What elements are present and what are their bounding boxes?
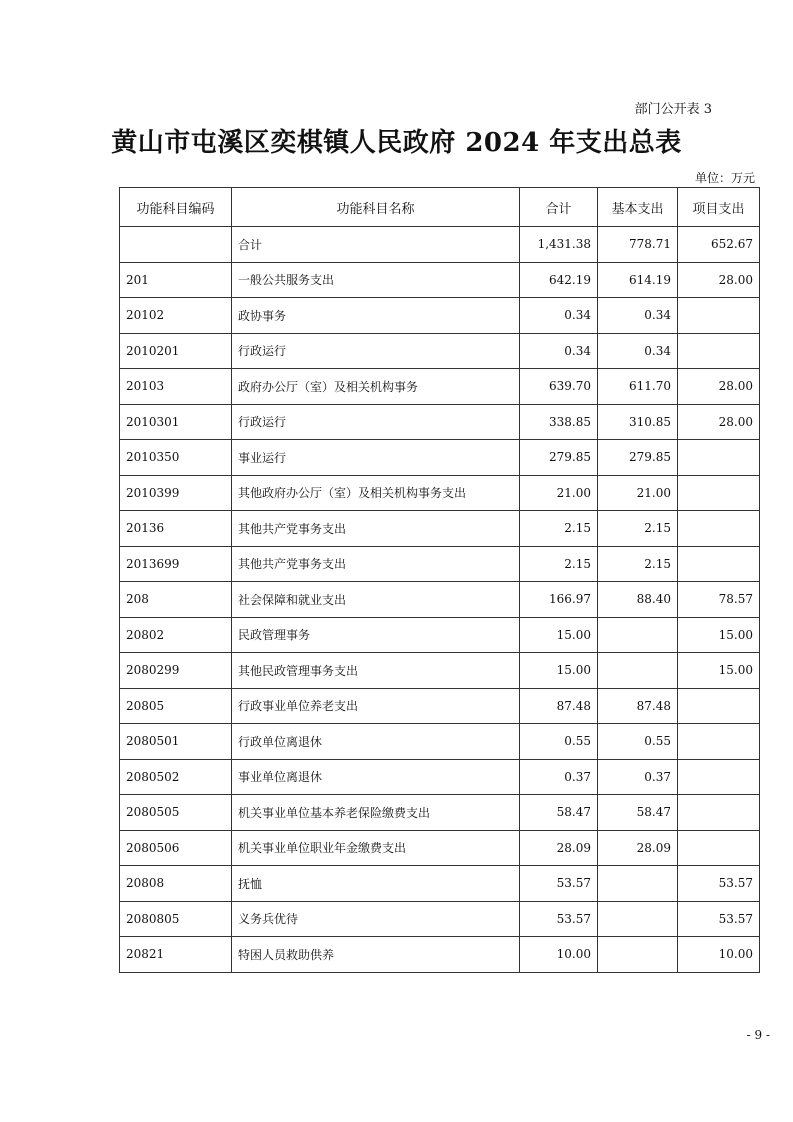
table-row bbox=[120, 759, 760, 795]
table-row bbox=[120, 546, 760, 582]
project-cell: 28.00 bbox=[678, 262, 760, 298]
table-row bbox=[120, 582, 760, 618]
header-total: 合计 bbox=[520, 188, 598, 227]
header-name: 功能科目名称 bbox=[232, 188, 520, 227]
basic-cell bbox=[598, 901, 678, 937]
code-cell: 2080299 bbox=[120, 653, 232, 689]
page-number: - 9 - bbox=[746, 1028, 770, 1042]
project-cell bbox=[678, 830, 760, 866]
total-cell: 1,431.38 bbox=[520, 227, 598, 263]
total-cell: 2.15 bbox=[520, 546, 598, 582]
basic-cell: 0.34 bbox=[598, 333, 678, 369]
name-cell: 民政管理事务 bbox=[232, 617, 520, 653]
total-cell: 58.47 bbox=[520, 795, 598, 831]
project-cell bbox=[678, 795, 760, 831]
total-cell: 639.70 bbox=[520, 369, 598, 405]
name-cell: 一般公共服务支出 bbox=[232, 262, 520, 298]
total-cell: 0.37 bbox=[520, 759, 598, 795]
header-project: 项目支出 bbox=[678, 188, 760, 227]
table-row bbox=[120, 404, 760, 440]
name-cell: 政协事务 bbox=[232, 298, 520, 334]
project-cell bbox=[678, 333, 760, 369]
total-cell: 338.85 bbox=[520, 404, 598, 440]
table-row bbox=[120, 688, 760, 724]
page-title: 黄山市屯溪区奕棋镇人民政府 2024 年支出总表 bbox=[111, 128, 682, 158]
basic-cell bbox=[598, 653, 678, 689]
project-cell: 78.57 bbox=[678, 582, 760, 618]
code-cell: 2010201 bbox=[120, 333, 232, 369]
basic-cell: 0.55 bbox=[598, 724, 678, 760]
table-row bbox=[120, 937, 760, 973]
table-row bbox=[120, 475, 760, 511]
name-cell: 其他政府办公厅（室）及相关机构事务支出 bbox=[232, 475, 520, 511]
basic-cell: 611.70 bbox=[598, 369, 678, 405]
project-cell bbox=[678, 724, 760, 760]
header-code: 功能科目编码 bbox=[120, 188, 232, 227]
name-cell: 社会保障和就业支出 bbox=[232, 582, 520, 618]
basic-cell bbox=[598, 937, 678, 973]
name-cell: 机关事业单位职业年金缴费支出 bbox=[232, 830, 520, 866]
table-row bbox=[120, 901, 760, 937]
code-cell: 2080502 bbox=[120, 759, 232, 795]
table-header-row bbox=[120, 188, 760, 227]
table-row bbox=[120, 227, 760, 263]
code-cell: 201 bbox=[120, 262, 232, 298]
code-cell: 20136 bbox=[120, 511, 232, 547]
header-basic: 基本支出 bbox=[598, 188, 678, 227]
name-cell: 义务兵优待 bbox=[232, 901, 520, 937]
code-cell: 2010301 bbox=[120, 404, 232, 440]
total-cell: 0.34 bbox=[520, 298, 598, 334]
basic-cell: 28.09 bbox=[598, 830, 678, 866]
table-row bbox=[120, 298, 760, 334]
code-cell: 20805 bbox=[120, 688, 232, 724]
form-label: 部门公开表 3 bbox=[634, 102, 712, 117]
basic-cell: 87.48 bbox=[598, 688, 678, 724]
table-row bbox=[120, 369, 760, 405]
basic-cell: 310.85 bbox=[598, 404, 678, 440]
basic-cell: 2.15 bbox=[598, 546, 678, 582]
total-cell: 21.00 bbox=[520, 475, 598, 511]
total-cell: 53.57 bbox=[520, 901, 598, 937]
name-cell: 机关事业单位基本养老保险缴费支出 bbox=[232, 795, 520, 831]
total-cell: 166.97 bbox=[520, 582, 598, 618]
code-cell: 20808 bbox=[120, 866, 232, 902]
total-cell: 0.34 bbox=[520, 333, 598, 369]
code-cell: 20103 bbox=[120, 369, 232, 405]
name-cell: 政府办公厅（室）及相关机构事务 bbox=[232, 369, 520, 405]
basic-cell: 2.15 bbox=[598, 511, 678, 547]
basic-cell: 614.19 bbox=[598, 262, 678, 298]
table-row bbox=[120, 866, 760, 902]
total-cell: 28.09 bbox=[520, 830, 598, 866]
total-cell: 2.15 bbox=[520, 511, 598, 547]
table-row bbox=[120, 333, 760, 369]
project-cell: 28.00 bbox=[678, 369, 760, 405]
code-cell: 2010350 bbox=[120, 440, 232, 476]
project-cell bbox=[678, 688, 760, 724]
total-cell: 87.48 bbox=[520, 688, 598, 724]
project-cell bbox=[678, 475, 760, 511]
code-cell: 2080506 bbox=[120, 830, 232, 866]
table-row bbox=[120, 653, 760, 689]
table-row bbox=[120, 617, 760, 653]
code-cell: 20102 bbox=[120, 298, 232, 334]
code-cell: 2080805 bbox=[120, 901, 232, 937]
name-cell: 其他共产党事务支出 bbox=[232, 546, 520, 582]
expenditure-table bbox=[119, 187, 760, 973]
code-cell bbox=[120, 227, 232, 263]
total-cell: 0.55 bbox=[520, 724, 598, 760]
project-cell bbox=[678, 759, 760, 795]
basic-cell: 0.37 bbox=[598, 759, 678, 795]
code-cell: 208 bbox=[120, 582, 232, 618]
name-cell: 事业运行 bbox=[232, 440, 520, 476]
table-row bbox=[120, 795, 760, 831]
project-cell: 15.00 bbox=[678, 653, 760, 689]
code-cell: 2080505 bbox=[120, 795, 232, 831]
code-cell: 20802 bbox=[120, 617, 232, 653]
total-cell: 10.00 bbox=[520, 937, 598, 973]
basic-cell: 0.34 bbox=[598, 298, 678, 334]
name-cell: 合计 bbox=[232, 227, 520, 263]
project-cell: 15.00 bbox=[678, 617, 760, 653]
total-cell: 15.00 bbox=[520, 653, 598, 689]
total-cell: 53.57 bbox=[520, 866, 598, 902]
project-cell: 28.00 bbox=[678, 404, 760, 440]
project-cell: 652.67 bbox=[678, 227, 760, 263]
total-cell: 15.00 bbox=[520, 617, 598, 653]
name-cell: 事业单位离退休 bbox=[232, 759, 520, 795]
project-cell bbox=[678, 511, 760, 547]
project-cell bbox=[678, 440, 760, 476]
code-cell: 2013699 bbox=[120, 546, 232, 582]
basic-cell bbox=[598, 617, 678, 653]
basic-cell: 21.00 bbox=[598, 475, 678, 511]
table-row bbox=[120, 262, 760, 298]
name-cell: 其他共产党事务支出 bbox=[232, 511, 520, 547]
name-cell: 其他民政管理事务支出 bbox=[232, 653, 520, 689]
table-row bbox=[120, 830, 760, 866]
name-cell: 行政运行 bbox=[232, 333, 520, 369]
basic-cell: 88.40 bbox=[598, 582, 678, 618]
name-cell: 行政运行 bbox=[232, 404, 520, 440]
table-row bbox=[120, 724, 760, 760]
name-cell: 抚恤 bbox=[232, 866, 520, 902]
basic-cell: 279.85 bbox=[598, 440, 678, 476]
basic-cell: 778.71 bbox=[598, 227, 678, 263]
name-cell: 行政事业单位养老支出 bbox=[232, 688, 520, 724]
total-cell: 279.85 bbox=[520, 440, 598, 476]
name-cell: 行政单位离退休 bbox=[232, 724, 520, 760]
project-cell: 53.57 bbox=[678, 901, 760, 937]
total-cell: 642.19 bbox=[520, 262, 598, 298]
table-row bbox=[120, 511, 760, 547]
project-cell: 10.00 bbox=[678, 937, 760, 973]
project-cell bbox=[678, 298, 760, 334]
code-cell: 2010399 bbox=[120, 475, 232, 511]
project-cell: 53.57 bbox=[678, 866, 760, 902]
basic-cell: 58.47 bbox=[598, 795, 678, 831]
unit-label: 单位：万元 bbox=[694, 171, 755, 185]
code-cell: 2080501 bbox=[120, 724, 232, 760]
project-cell bbox=[678, 546, 760, 582]
code-cell: 20821 bbox=[120, 937, 232, 973]
table-row bbox=[120, 440, 760, 476]
name-cell: 特困人员救助供养 bbox=[232, 937, 520, 973]
basic-cell bbox=[598, 866, 678, 902]
